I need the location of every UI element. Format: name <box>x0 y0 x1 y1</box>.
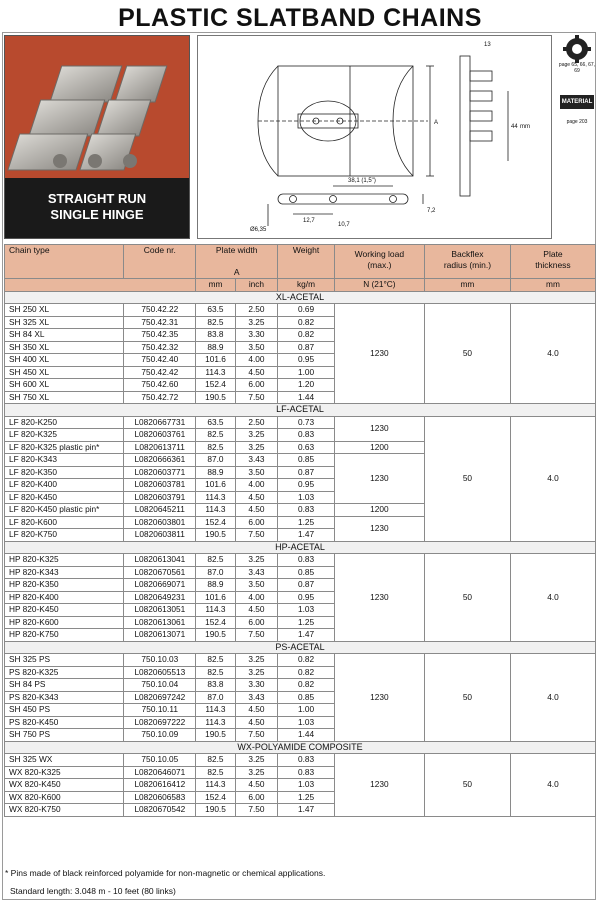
cell-weight: 0.83 <box>278 754 335 767</box>
caption-line-2: SINGLE HINGE <box>50 207 144 222</box>
cell-chain-type: LF 820-K400 <box>5 479 124 492</box>
cell-code: 750.42.31 <box>124 316 196 329</box>
section-title: LF-ACETAL <box>5 404 596 417</box>
cell-width-inch: 4.50 <box>235 716 278 729</box>
material-page-ref: page 203 <box>566 119 588 125</box>
cell-chain-type: HP 820-K600 <box>5 616 124 629</box>
cell-chain-type: SH 325 PS <box>5 654 124 667</box>
cell-chain-type: PS 820-K343 <box>5 691 124 704</box>
cell-width-mm: 101.6 <box>196 479 235 492</box>
section-header-row <box>5 741 596 754</box>
cell-width-inch: 3.50 <box>235 579 278 592</box>
cell-width-inch: 4.00 <box>235 354 278 367</box>
col-code: Code nr. <box>124 245 196 279</box>
cell-width-inch: 3.30 <box>235 679 278 692</box>
cell-code: 750.10.05 <box>124 754 196 767</box>
cell-weight: 0.82 <box>278 316 335 329</box>
cell-code: L0820603811 <box>124 529 196 542</box>
cell-weight: 1.47 <box>278 629 335 642</box>
cell-weight: 0.83 <box>278 504 335 517</box>
cell-width-inch: 3.25 <box>235 429 278 442</box>
material-badge: MATERIAL <box>560 95 594 109</box>
cell-width-inch: 3.30 <box>235 329 278 342</box>
cell-width-inch: 7.50 <box>235 391 278 404</box>
page-title: PLASTIC SLATBAND CHAINS <box>118 4 482 32</box>
footnote: * Pins made of black reinforced polyamide for non-magnetic or chemical applications. <box>5 868 326 878</box>
cell-code: L0820616412 <box>124 779 196 792</box>
cell-chain-type: HP 820-K750 <box>5 629 124 642</box>
cell-chain-type: SH 84 XL <box>5 329 124 342</box>
col-thickness: Plate thickness <box>510 245 595 279</box>
cell-weight: 0.87 <box>278 466 335 479</box>
table-row <box>5 754 596 767</box>
cell-thickness: 4.0 <box>510 554 595 642</box>
cell-code: L0820606583 <box>124 791 196 804</box>
cell-weight: 1.25 <box>278 516 335 529</box>
cell-width-mm: 82.5 <box>196 429 235 442</box>
section-header-row <box>5 541 596 554</box>
cell-chain-type: WX 820-K450 <box>5 779 124 792</box>
cell-chain-type: SH 750 XL <box>5 391 124 404</box>
cell-width-mm: 101.6 <box>196 591 235 604</box>
cell-width-mm: 101.6 <box>196 354 235 367</box>
cell-working-load: 1230 <box>334 654 424 742</box>
cell-width-inch: 7.50 <box>235 629 278 642</box>
cell-code: L0820667731 <box>124 416 196 429</box>
cell-width-mm: 190.5 <box>196 729 235 742</box>
cell-width-inch: 4.00 <box>235 479 278 492</box>
cell-working-load: 1230 <box>334 554 424 642</box>
cell-width-inch: 6.00 <box>235 379 278 392</box>
cell-chain-type: LF 820-K750 <box>5 529 124 542</box>
sprocket-page-ref: page 65, 66, 67, 69 <box>558 62 596 74</box>
cell-weight: 1.25 <box>278 616 335 629</box>
photo-caption <box>5 178 189 238</box>
section-title: WX-POLYAMIDE COMPOSITE <box>5 741 596 754</box>
cell-width-inch: 2.50 <box>235 416 278 429</box>
cell-width-inch: 6.00 <box>235 616 278 629</box>
cell-width-mm: 82.5 <box>196 554 235 567</box>
dim-127-label: 12,7 <box>303 218 315 224</box>
side-references <box>557 35 597 239</box>
cell-width-inch: 2.50 <box>235 304 278 317</box>
cell-chain-type: WX 820-K325 <box>5 766 124 779</box>
cell-backflex: 50 <box>424 754 510 817</box>
cell-code: 750.42.22 <box>124 304 196 317</box>
units-row <box>5 279 596 292</box>
cell-working-load: 1200 <box>334 504 424 517</box>
cell-chain-type: LF 820-K250 <box>5 416 124 429</box>
cell-width-mm: 88.9 <box>196 579 235 592</box>
cell-backflex: 50 <box>424 554 510 642</box>
cell-width-mm: 114.3 <box>196 716 235 729</box>
cell-width-inch: 6.00 <box>235 516 278 529</box>
cell-width-mm: 87.0 <box>196 454 235 467</box>
standard-length: Standard length: 3.048 m - 10 feet (80 links) <box>10 886 176 896</box>
cell-chain-type: HP 820-K450 <box>5 604 124 617</box>
col-working-load: Working load (max.) <box>334 245 424 279</box>
cell-chain-type: LF 820-K350 <box>5 466 124 479</box>
cell-code: 750.42.35 <box>124 329 196 342</box>
cell-chain-type: LF 820-K450 plastic pin* <box>5 504 124 517</box>
dim-107-label: 10,7 <box>338 222 350 228</box>
cell-weight: 1.25 <box>278 791 335 804</box>
cell-thickness: 4.0 <box>510 416 595 541</box>
cell-weight: 0.82 <box>278 666 335 679</box>
cell-width-mm: 82.5 <box>196 754 235 767</box>
unit-mm: mm <box>196 279 235 292</box>
cell-code: L0820613071 <box>124 629 196 642</box>
cell-code: L0820613061 <box>124 616 196 629</box>
cell-width-inch: 3.50 <box>235 466 278 479</box>
cell-chain-type: SH 450 XL <box>5 366 124 379</box>
cell-width-mm: 114.3 <box>196 491 235 504</box>
cell-chain-type: SH 325 XL <box>5 316 124 329</box>
cell-width-inch: 6.00 <box>235 791 278 804</box>
cell-chain-type: HP 820-K350 <box>5 579 124 592</box>
cell-code: L0820697222 <box>124 716 196 729</box>
cell-width-mm: 82.5 <box>196 666 235 679</box>
table-body <box>5 291 596 816</box>
cell-chain-type: SH 350 XL <box>5 341 124 354</box>
cell-width-inch: 3.43 <box>235 691 278 704</box>
cell-width-inch: 3.43 <box>235 566 278 579</box>
cell-width-inch: 4.00 <box>235 591 278 604</box>
cell-width-inch: 4.50 <box>235 604 278 617</box>
cell-working-load: 1230 <box>334 416 424 441</box>
cell-width-mm: 190.5 <box>196 629 235 642</box>
cell-width-mm: 114.3 <box>196 779 235 792</box>
cell-width-mm: 152.4 <box>196 616 235 629</box>
cell-width-inch: 3.25 <box>235 766 278 779</box>
cell-code: L0820613041 <box>124 554 196 567</box>
cell-code: 750.10.11 <box>124 704 196 717</box>
cell-chain-type: LF 820-K343 <box>5 454 124 467</box>
dim-13-label: 13 <box>484 42 491 48</box>
cell-width-mm: 83.8 <box>196 679 235 692</box>
cell-chain-type: SH 750 PS <box>5 729 124 742</box>
cell-width-inch: 3.25 <box>235 554 278 567</box>
cell-weight: 0.83 <box>278 766 335 779</box>
technical-drawing <box>197 35 552 239</box>
dim-a-label: A <box>434 120 439 126</box>
cell-weight: 0.69 <box>278 304 335 317</box>
cell-code: L0820603781 <box>124 479 196 492</box>
cell-weight: 0.63 <box>278 441 335 454</box>
cell-code: L0820669071 <box>124 579 196 592</box>
cell-width-inch: 7.50 <box>235 729 278 742</box>
section-title: HP-ACETAL <box>5 541 596 554</box>
cell-backflex: 50 <box>424 304 510 404</box>
cell-chain-type: PS 820-K450 <box>5 716 124 729</box>
cell-chain-type: SH 600 XL <box>5 379 124 392</box>
cell-width-mm: 88.9 <box>196 341 235 354</box>
cell-width-inch: 3.43 <box>235 454 278 467</box>
cell-width-inch: 4.50 <box>235 491 278 504</box>
cell-width-inch: 3.50 <box>235 341 278 354</box>
cell-code: L0820645211 <box>124 504 196 517</box>
pitch-label: 38,1 (1,5") <box>348 178 376 184</box>
cell-code: L0820649231 <box>124 591 196 604</box>
cell-chain-type: LF 820-K600 <box>5 516 124 529</box>
cell-code: L0820603801 <box>124 516 196 529</box>
cell-weight: 0.87 <box>278 579 335 592</box>
cell-width-mm: 82.5 <box>196 316 235 329</box>
cell-code: 750.42.72 <box>124 391 196 404</box>
cell-chain-type: SH 325 WX <box>5 754 124 767</box>
cell-chain-type: LF 820-K450 <box>5 491 124 504</box>
cell-width-mm: 87.0 <box>196 691 235 704</box>
col-plate-width <box>196 245 278 279</box>
cell-weight: 0.95 <box>278 479 335 492</box>
cell-width-mm: 152.4 <box>196 379 235 392</box>
cell-width-mm: 63.5 <box>196 304 235 317</box>
product-photo <box>4 35 190 239</box>
col-backflex: Backflex radius (min.) <box>424 245 510 279</box>
section-header-row <box>5 404 596 417</box>
cell-width-inch: 4.50 <box>235 779 278 792</box>
cell-thickness: 4.0 <box>510 754 595 817</box>
cell-width-inch: 3.25 <box>235 754 278 767</box>
cell-weight: 0.73 <box>278 416 335 429</box>
cell-code: L0820670542 <box>124 804 196 817</box>
cell-code: L0820603771 <box>124 466 196 479</box>
cell-chain-type: WX 820-K600 <box>5 791 124 804</box>
cell-width-mm: 114.3 <box>196 604 235 617</box>
cell-code: L0820697242 <box>124 691 196 704</box>
cell-width-mm: 114.3 <box>196 504 235 517</box>
pin-diameter-label: Ø6,35 <box>250 227 267 233</box>
cell-code: 750.10.04 <box>124 679 196 692</box>
plate-width-label: Plate width <box>215 245 258 255</box>
table-row <box>5 554 596 567</box>
cell-working-load: 1230 <box>334 454 424 504</box>
cell-width-mm: 63.5 <box>196 416 235 429</box>
cell-weight: 1.20 <box>278 379 335 392</box>
cell-width-mm: 152.4 <box>196 791 235 804</box>
cell-chain-type: HP 820-K343 <box>5 566 124 579</box>
cell-weight: 0.85 <box>278 454 335 467</box>
section-header-row <box>5 291 596 304</box>
cell-weight: 0.83 <box>278 429 335 442</box>
cell-weight: 1.00 <box>278 704 335 717</box>
cell-chain-type: SH 250 XL <box>5 304 124 317</box>
cell-width-inch: 3.25 <box>235 441 278 454</box>
cell-chain-type: SH 400 XL <box>5 354 124 367</box>
cell-weight: 1.44 <box>278 391 335 404</box>
cell-thickness: 4.0 <box>510 304 595 404</box>
dim-72-label: 7,2 <box>427 208 436 214</box>
section-header-row <box>5 641 596 654</box>
col-chain-type: Chain type <box>5 245 124 279</box>
cell-weight: 1.03 <box>278 779 335 792</box>
section-title: PS-ACETAL <box>5 641 596 654</box>
cell-weight: 1.47 <box>278 529 335 542</box>
cell-code: L0820605513 <box>124 666 196 679</box>
cell-width-mm: 82.5 <box>196 766 235 779</box>
cell-code: 750.10.03 <box>124 654 196 667</box>
cell-weight: 0.85 <box>278 566 335 579</box>
cell-width-mm: 87.0 <box>196 566 235 579</box>
cell-weight: 1.03 <box>278 604 335 617</box>
cell-width-mm: 88.9 <box>196 466 235 479</box>
table-row <box>5 654 596 667</box>
sprocket-icon <box>563 35 591 63</box>
cell-width-mm: 114.3 <box>196 366 235 379</box>
cell-weight: 0.82 <box>278 654 335 667</box>
cell-chain-type: SH 84 PS <box>5 679 124 692</box>
cell-thickness: 4.0 <box>510 654 595 742</box>
cell-weight: 0.82 <box>278 679 335 692</box>
cell-chain-type: PS 820-K325 <box>5 666 124 679</box>
dim-44-label: 44 <box>511 124 518 130</box>
cell-code: 750.42.60 <box>124 379 196 392</box>
unit-inch: inch <box>235 279 278 292</box>
cell-width-mm: 82.5 <box>196 441 235 454</box>
cell-code: L0820666361 <box>124 454 196 467</box>
section-title: XL-ACETAL <box>5 291 596 304</box>
cell-width-mm: 114.3 <box>196 704 235 717</box>
cell-working-load: 1230 <box>334 516 424 541</box>
cell-weight: 0.83 <box>278 554 335 567</box>
cell-code: 750.42.40 <box>124 354 196 367</box>
cell-width-inch: 7.50 <box>235 529 278 542</box>
cell-weight: 1.44 <box>278 729 335 742</box>
unit-thickness-mm: mm <box>510 279 595 292</box>
cell-code: L0820646071 <box>124 766 196 779</box>
cell-working-load: 1230 <box>334 754 424 817</box>
cell-width-mm: 190.5 <box>196 391 235 404</box>
cell-backflex: 50 <box>424 654 510 742</box>
cell-width-mm: 83.8 <box>196 329 235 342</box>
cell-chain-type: LF 820-K325 plastic pin* <box>5 441 124 454</box>
unit-newton: N (21°C) <box>334 279 424 292</box>
table-row <box>5 304 596 317</box>
cell-weight: 0.82 <box>278 329 335 342</box>
cell-width-mm: 152.4 <box>196 516 235 529</box>
cell-weight: 1.03 <box>278 491 335 504</box>
cell-code: L0820603791 <box>124 491 196 504</box>
cell-code: L0820603761 <box>124 429 196 442</box>
cell-chain-type: SH 450 PS <box>5 704 124 717</box>
chain-dimension-diagram <box>198 36 551 238</box>
cell-weight: 1.47 <box>278 804 335 817</box>
table-row <box>5 416 596 429</box>
unit-backflex-mm: mm <box>424 279 510 292</box>
cell-code: L0820670561 <box>124 566 196 579</box>
caption-line-1: STRAIGHT RUN <box>47 191 147 206</box>
cell-width-inch: 4.50 <box>235 504 278 517</box>
cell-width-inch: 7.50 <box>235 804 278 817</box>
cell-weight: 0.95 <box>278 591 335 604</box>
cell-chain-type: HP 820-K325 <box>5 554 124 567</box>
cell-width-mm: 82.5 <box>196 654 235 667</box>
cell-code: 750.10.09 <box>124 729 196 742</box>
cell-width-inch: 3.25 <box>235 654 278 667</box>
cell-weight: 0.87 <box>278 341 335 354</box>
cell-chain-type: LF 820-K325 <box>5 429 124 442</box>
dim-mm-label: mm <box>520 124 530 130</box>
cell-width-mm: 190.5 <box>196 804 235 817</box>
plate-width-a: A <box>233 267 240 277</box>
cell-width-inch: 4.50 <box>235 704 278 717</box>
cell-working-load: 1230 <box>334 304 424 404</box>
chain-photo-image <box>5 36 190 180</box>
cell-backflex: 50 <box>424 416 510 541</box>
cell-code: 750.42.42 <box>124 366 196 379</box>
unit-kgm: kg/m <box>278 279 335 292</box>
cell-weight: 1.03 <box>278 716 335 729</box>
cell-working-load: 1200 <box>334 441 424 454</box>
cell-code: L0820613711 <box>124 441 196 454</box>
cell-weight: 0.95 <box>278 354 335 367</box>
cell-width-inch: 4.50 <box>235 366 278 379</box>
cell-code: L0820613051 <box>124 604 196 617</box>
cell-code: 750.42.32 <box>124 341 196 354</box>
col-weight: Weight <box>278 245 335 279</box>
cell-chain-type: HP 820-K400 <box>5 591 124 604</box>
specification-table <box>4 244 596 817</box>
cell-weight: 1.00 <box>278 366 335 379</box>
cell-chain-type: WX 820-K750 <box>5 804 124 817</box>
cell-width-inch: 3.25 <box>235 316 278 329</box>
cell-width-inch: 3.25 <box>235 666 278 679</box>
cell-width-mm: 190.5 <box>196 529 235 542</box>
cell-weight: 0.85 <box>278 691 335 704</box>
